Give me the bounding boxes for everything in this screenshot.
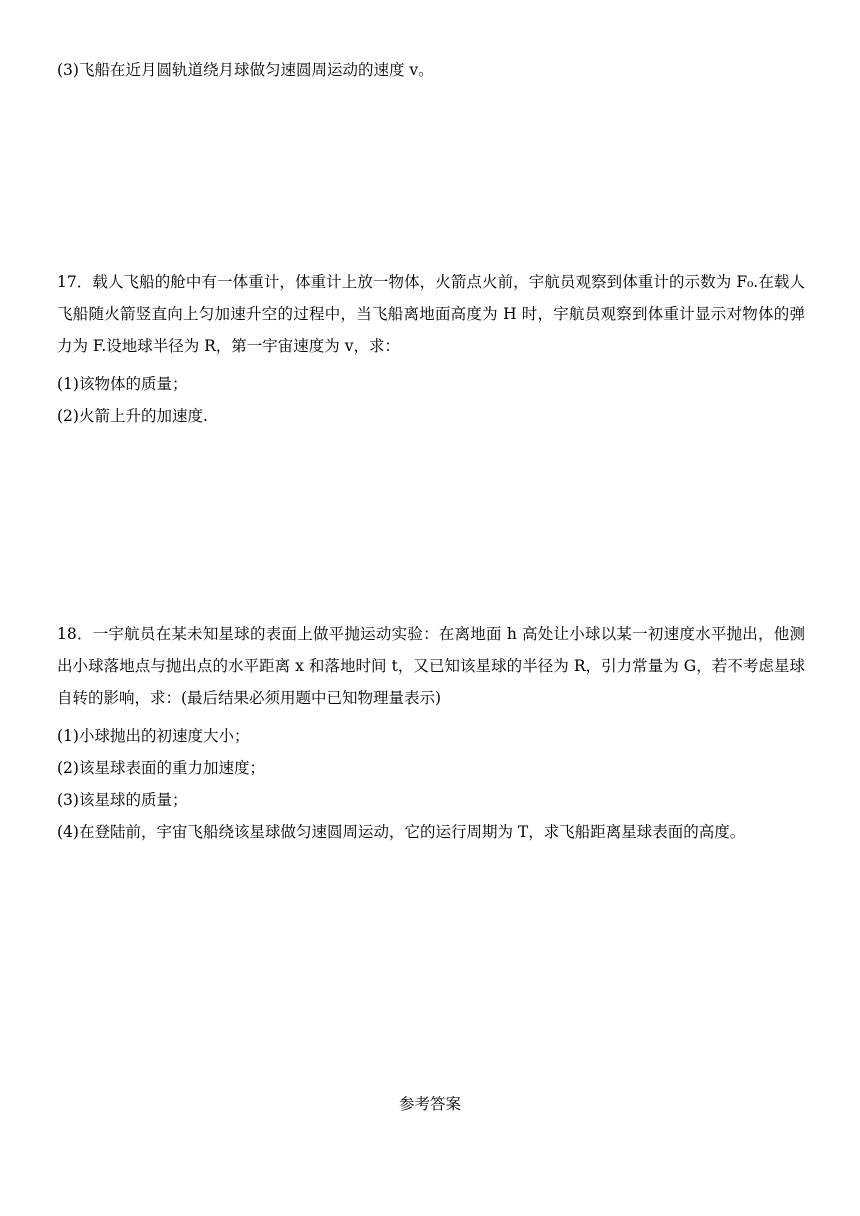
q18-part1: (1)小球抛出的初速度大小；: [57, 727, 250, 745]
q18-stem: 18．一宇航员在某未知星球的表面上做平抛运动实验：在离地面 h 高处让小球以某一初速度水平抛出，他测出小球落地点与抛出点的水平距离 x 和落地时间 t，又已知该星球的半径为 R，引力常量为 G，若不考虑星球自转的影响，求：(最后结果必须用题中已知物理量表示): [57, 625, 805, 707]
q18-part3: (3)该星球的质量；: [57, 791, 188, 809]
q17-stem: 17．载人飞船的舱中有一体重计，体重计上放一物体，火箭点火前，宇航员观察到体重计的示数为 F₀.在载人飞船随火箭竖直向上匀加速升空的过程中，当飞船离地面高度为 H 时，宇航员观察到体重计显示对物体的弹力为 F.设地球半径为 R，第一宇宙速度为 v，求：: [57, 273, 805, 355]
q18-part4: (4)在登陆前，宇宙飞船绕该星球做匀速圆周运动，它的运行周期为 T，求飞船距离星球表面的高度。: [57, 823, 746, 841]
answer-heading: 参考答案: [398, 1095, 461, 1113]
q17-part2: (2)火箭上升的加速度.: [57, 407, 208, 425]
q17-part1: (1)该物体的质量；: [57, 375, 188, 393]
q18-part2: (2)该星球表面的重力加速度；: [57, 759, 265, 777]
q16-part3: (3)飞船在近月圆轨道绕月球做匀速圆周运动的速度 v。: [57, 61, 434, 79]
